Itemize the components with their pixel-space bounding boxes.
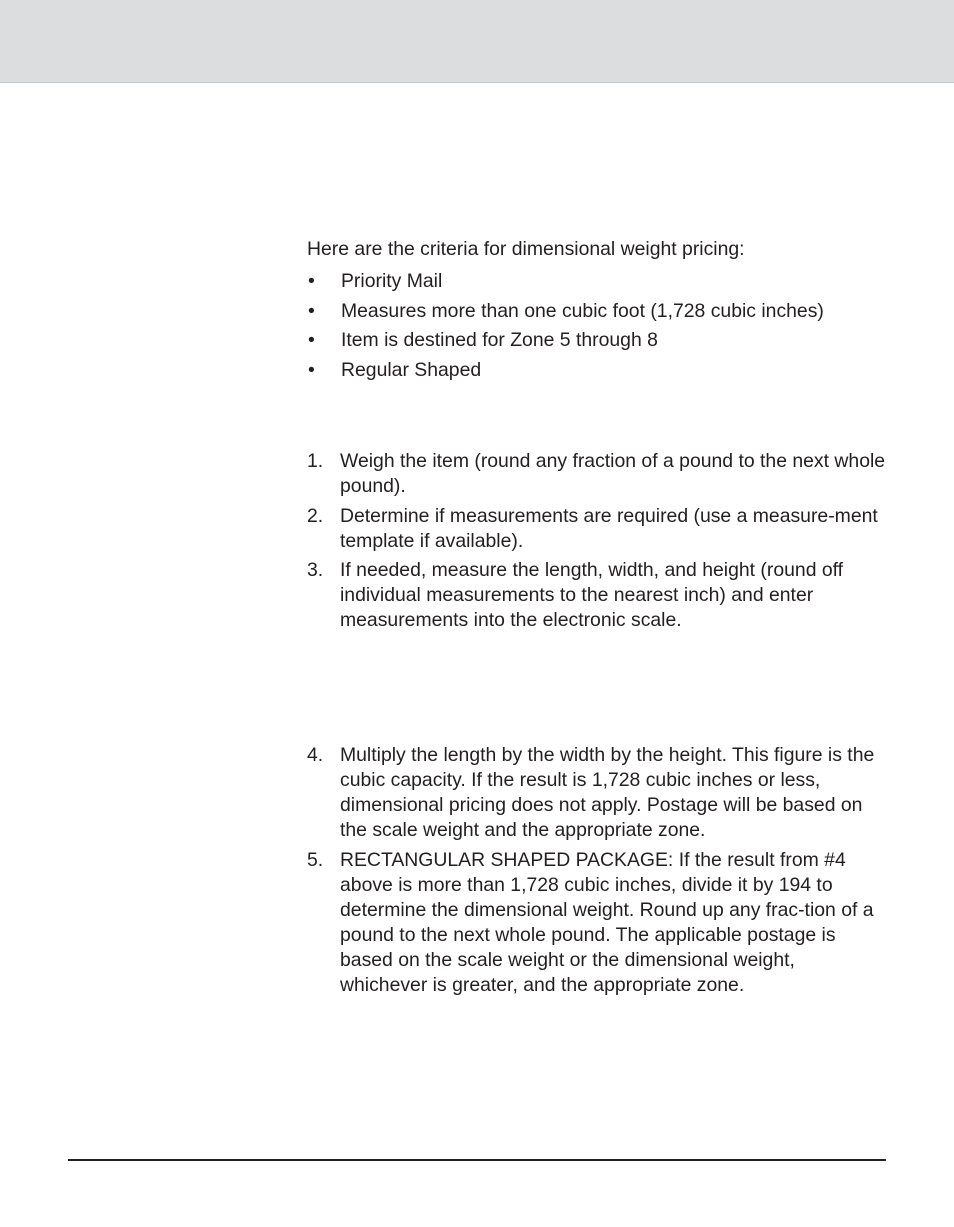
criteria-section [307, 237, 887, 387]
steps-list-part-1 [307, 449, 887, 638]
step-text: Determine if measurements are required (use a measure-ment template if available). [340, 504, 878, 552]
bullet-marker: • [308, 329, 315, 351]
bullet-text: Priority Mail [341, 270, 443, 292]
step-item [307, 504, 887, 554]
criteria-bullet [307, 358, 887, 383]
step-item [307, 449, 887, 499]
bullet-marker: • [308, 358, 315, 381]
step-text: If needed, measure the length, width, and height (round off individual measurements to the nearest inch) and enter measurements into the electronic scale. [340, 559, 844, 631]
criteria-bullet [307, 328, 887, 353]
step-item [307, 558, 887, 633]
criteria-bullet [307, 299, 887, 324]
criteria-bullet [307, 269, 887, 294]
footer-rule [68, 1159, 886, 1161]
steps-list-part-2 [307, 743, 887, 1002]
bullet-text: Regular Shaped [341, 358, 482, 381]
step-item [307, 743, 887, 843]
criteria-intro: Here are the criteria for dimensional weight pricing: [307, 238, 745, 260]
step-number: 5. [307, 848, 324, 871]
step-number: 1. [307, 450, 324, 472]
step-number: 3. [307, 559, 324, 581]
step-text: Multiply the length by the width by the height. This figure is the cubic capacity. If the result is 1,728 cubic inches or less, dimensional pricing does not apply. Postage will be based on the scale weight and the appropriate zone. [340, 744, 875, 841]
bullet-marker: • [308, 270, 315, 292]
step-item [307, 848, 887, 998]
step-number: 2. [307, 504, 324, 527]
bullet-marker: • [308, 299, 315, 322]
bullet-text: Item is destined for Zone 5 through 8 [341, 329, 658, 351]
bullet-text: Measures more than one cubic foot (1,728 cubic inches) [341, 299, 824, 322]
header-band [0, 0, 954, 83]
step-text: RECTANGULAR SHAPED PACKAGE: If the result from #4 above is more than 1,728 cubic inches, divide it by 194 to determine the dimensional weight. Round up any frac-tion of a pound to the next whole pound. The applicable postage is based on the scale weight or the dimensional weight, whichever is greater, and the appropriate zone. [340, 848, 874, 996]
step-number: 4. [307, 744, 324, 766]
step-text: Weigh the item (round any fraction of a pound to the next whole pound). [340, 450, 886, 497]
